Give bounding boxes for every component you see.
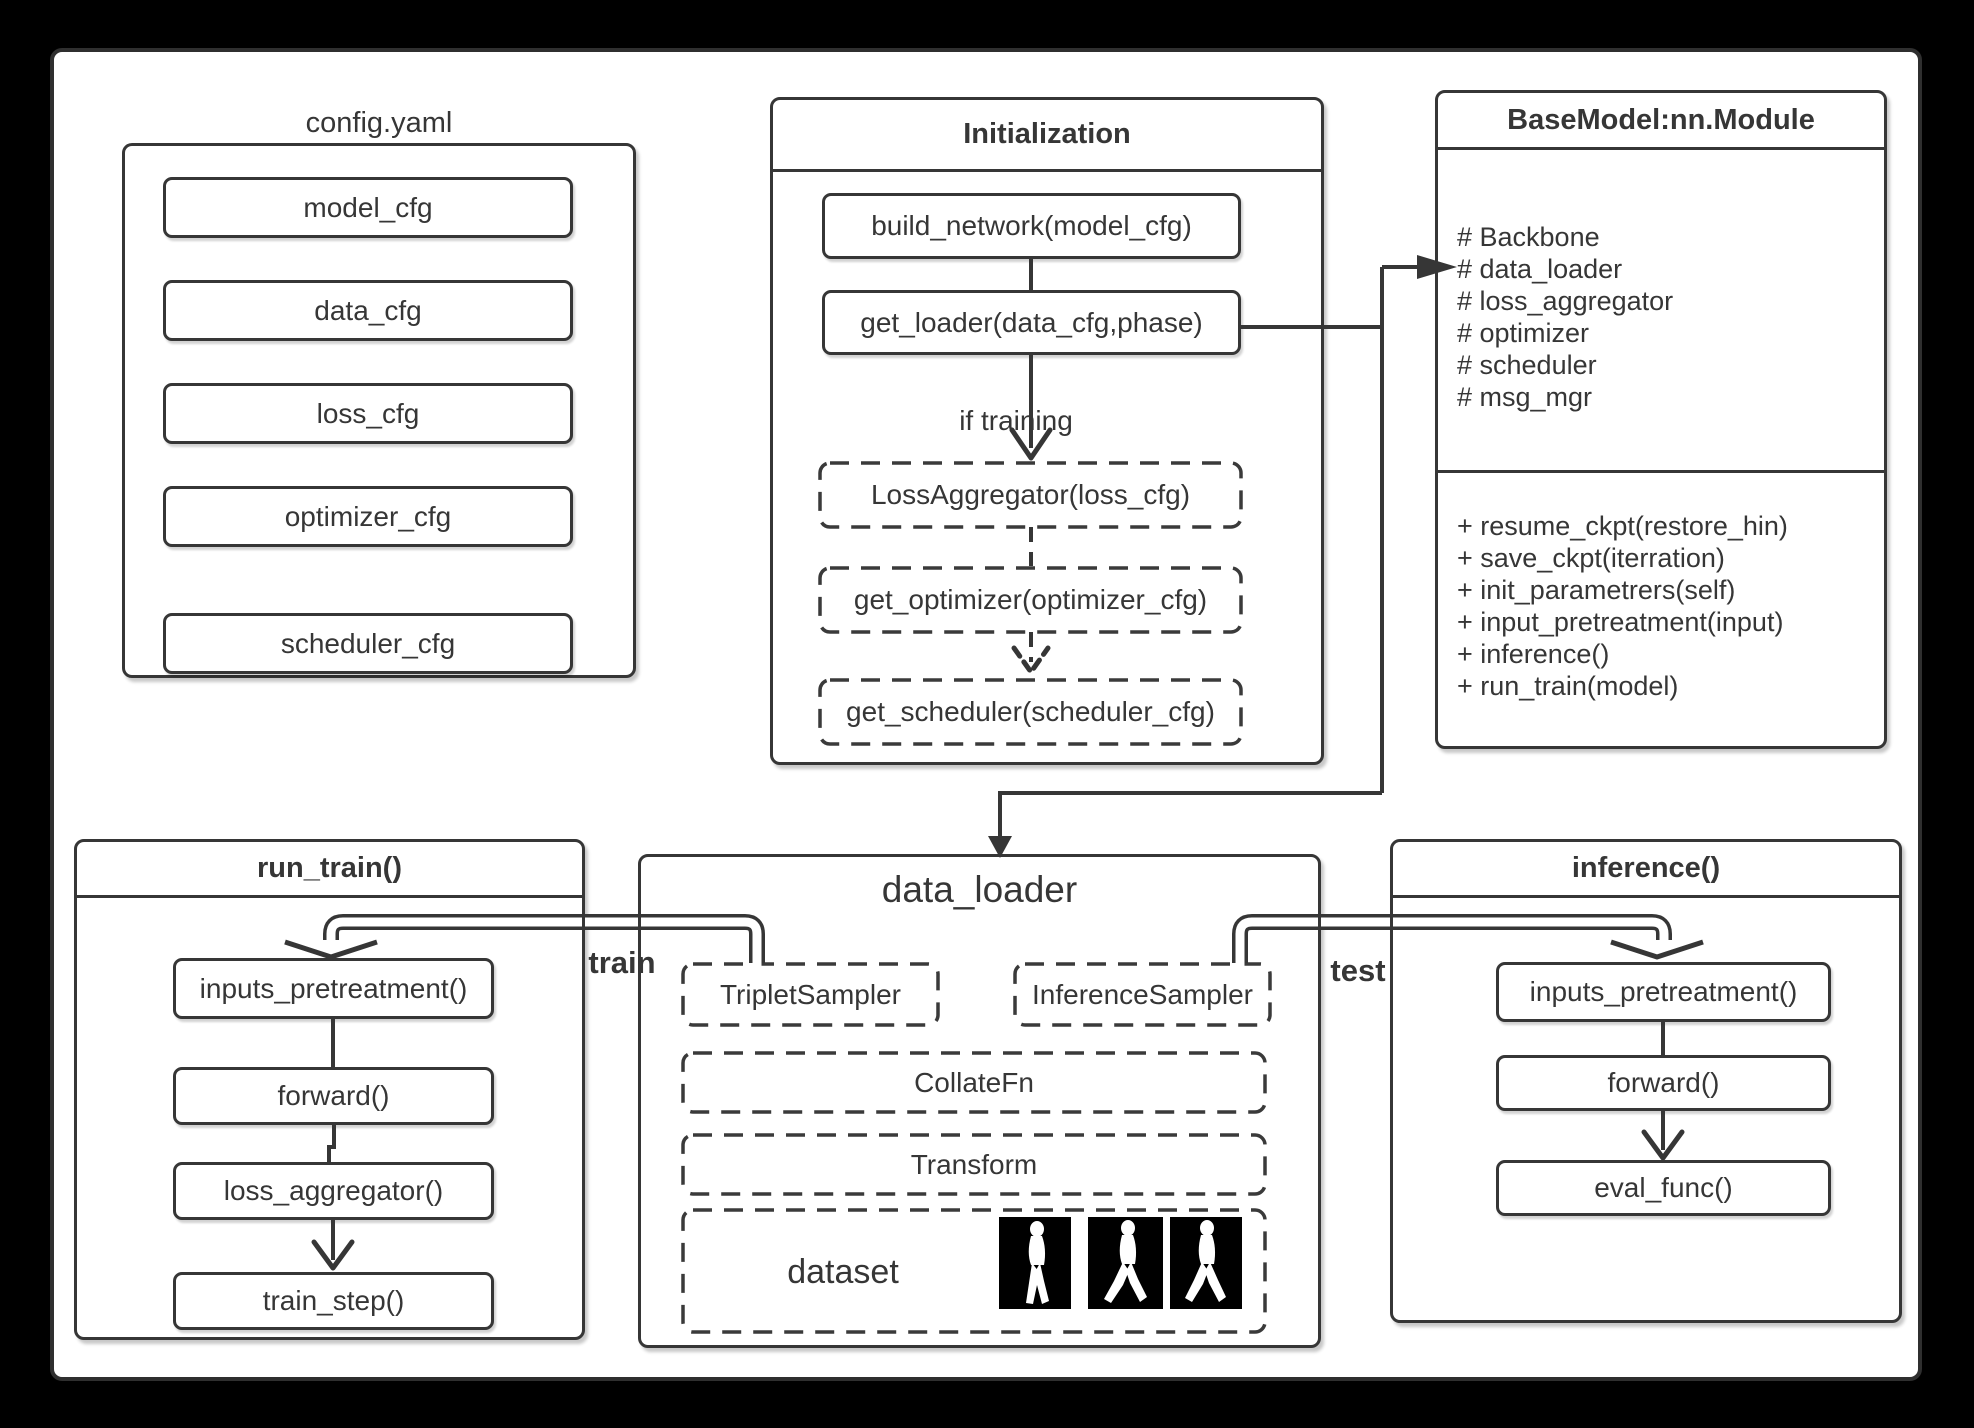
node-rt-forward: forward() xyxy=(173,1067,494,1125)
field-loss-aggregator: # loss_aggregator xyxy=(1457,286,1674,316)
method-resume-ckpt: + resume_ckpt(restore_hin) xyxy=(1457,511,1788,541)
base-model-section-divider xyxy=(1438,470,1884,473)
test-edge-label: test xyxy=(1330,953,1386,988)
base-model-panel-title: BaseModel:nn.Module xyxy=(1438,93,1884,150)
initialization-panel-title: Initialization xyxy=(773,100,1321,172)
node-optimizer-cfg: optimizer_cfg xyxy=(163,486,573,547)
node-get-scheduler: get_scheduler(scheduler_cfg) xyxy=(846,696,1215,727)
node-dataset-label: dataset xyxy=(787,1252,899,1291)
node-get-optimizer: get_optimizer(optimizer_cfg) xyxy=(853,584,1208,615)
data-loader-panel-title: data_loader xyxy=(881,869,1078,910)
node-scheduler-cfg: scheduler_cfg xyxy=(163,613,573,674)
node-inf-eval-func: eval_func() xyxy=(1496,1160,1831,1216)
node-rt-inputs-pretreatment: inputs_pretreatment() xyxy=(173,958,494,1019)
field-optimizer: # optimizer xyxy=(1457,318,1590,348)
field-msg-mgr: # msg_mgr xyxy=(1457,382,1593,412)
field-backbone: # Backbone xyxy=(1457,222,1600,252)
node-data-cfg: data_cfg xyxy=(163,280,573,341)
node-inference-sampler: InferenceSampler xyxy=(1031,978,1253,1010)
node-build-network: build_network(model_cfg) xyxy=(822,193,1241,259)
run-train-panel-title: run_train() xyxy=(77,842,582,898)
gait-silhouette-icon xyxy=(999,1217,1071,1309)
method-init-parametrers: + init_parametrers(self) xyxy=(1457,575,1736,605)
method-save-ckpt: + save_ckpt(iterration) xyxy=(1457,543,1725,573)
node-loss-aggregator-ctor: LossAggregator(loss_cfg) xyxy=(870,479,1191,510)
config-panel-title: config.yaml xyxy=(305,106,453,139)
node-inf-inputs-pretreatment: inputs_pretreatment() xyxy=(1496,962,1831,1022)
if-training-label: if training xyxy=(959,405,1073,436)
gait-silhouette-icon xyxy=(1088,1217,1163,1309)
train-edge-label: train xyxy=(588,945,656,980)
node-collate-fn: CollateFn xyxy=(914,1066,1034,1098)
node-loss-cfg: loss_cfg xyxy=(163,383,573,444)
node-rt-loss-aggregator: loss_aggregator() xyxy=(173,1162,494,1220)
node-triplet-sampler: TripletSampler xyxy=(719,978,901,1010)
node-transform: Transform xyxy=(910,1148,1038,1180)
node-get-loader: get_loader(data_cfg,phase) xyxy=(822,290,1241,355)
field-data-loader: # data_loader xyxy=(1457,254,1623,284)
node-model-cfg: model_cfg xyxy=(163,177,573,238)
node-rt-train-step: train_step() xyxy=(173,1272,494,1330)
method-inference: + inference() xyxy=(1457,639,1610,669)
field-scheduler: # scheduler xyxy=(1457,350,1597,380)
base-model-fields xyxy=(1457,221,1673,413)
gait-silhouette-icon xyxy=(1170,1217,1242,1309)
method-run-train: + run_train(model) xyxy=(1457,671,1679,701)
inference-panel-title: inference() xyxy=(1393,842,1899,898)
base-model-methods xyxy=(1457,510,1788,702)
node-inf-forward: forward() xyxy=(1496,1055,1831,1111)
method-input-pretreatment: + input_pretreatment(input) xyxy=(1457,607,1784,637)
